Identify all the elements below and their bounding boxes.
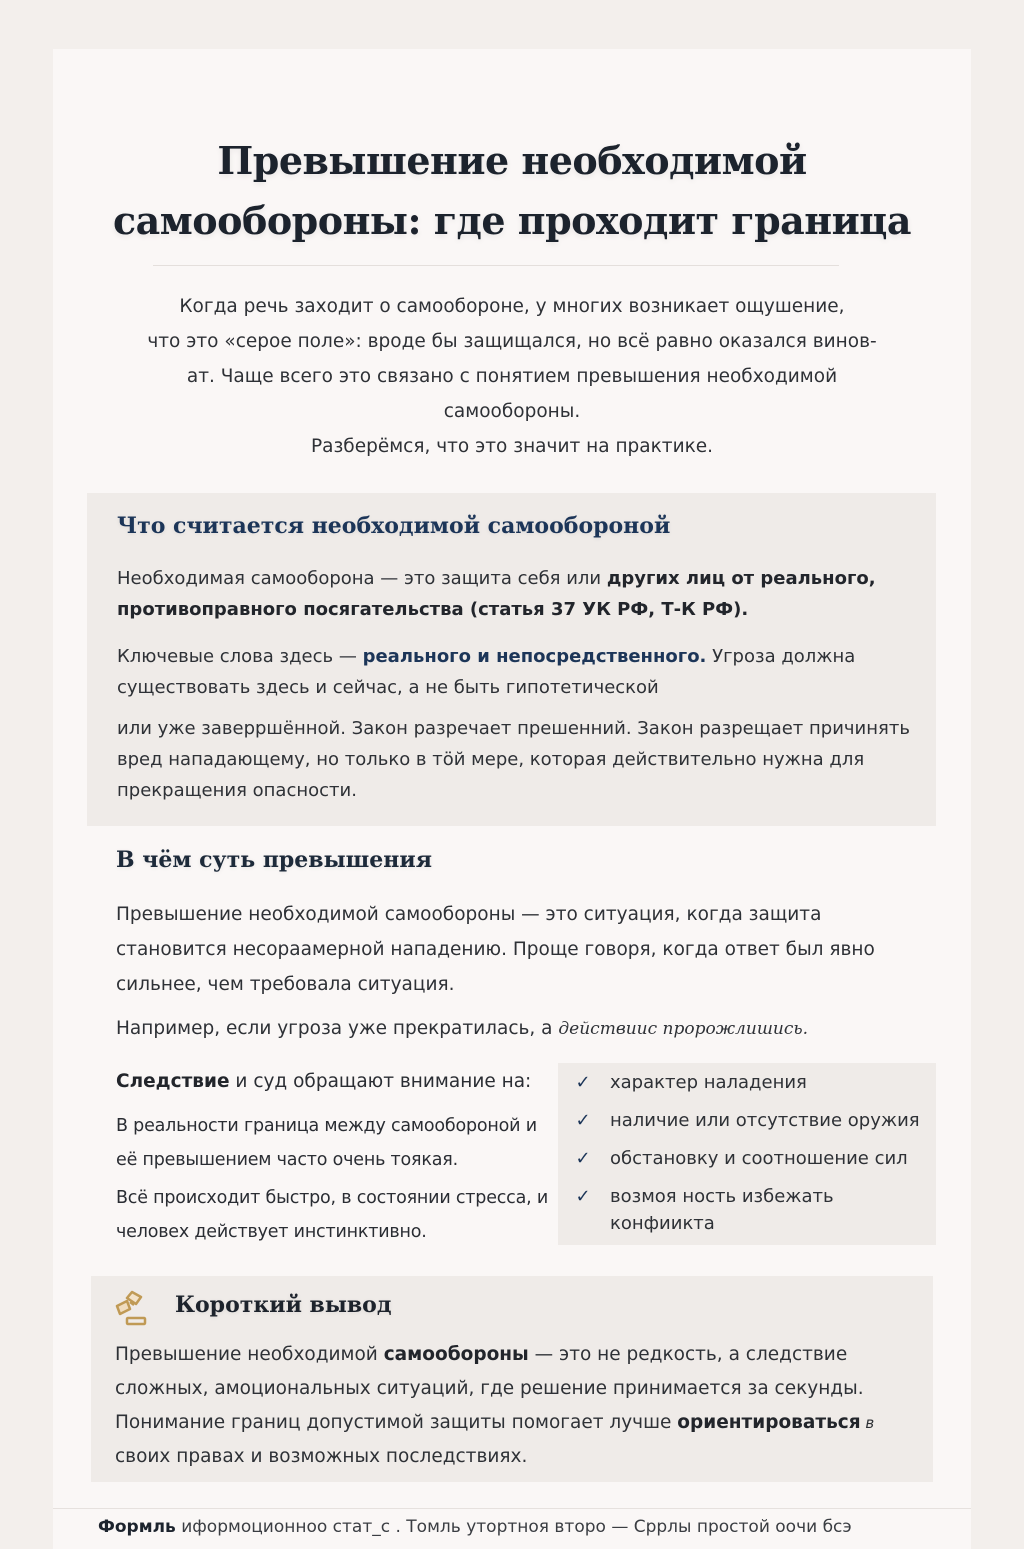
keywords-paragraph	[117, 641, 917, 703]
page-title	[53, 131, 971, 251]
title-divider	[153, 265, 839, 266]
intro-line: Разберёмся, что это значит на практике.	[310, 436, 714, 457]
summary-text: своих правах и возможных последствиях.	[115, 1446, 528, 1467]
example-italic: действиис пророжлишись.	[558, 1019, 809, 1039]
checklist-item	[572, 1107, 930, 1134]
checklist-label: характер наладения	[610, 1072, 807, 1093]
lead-rest: и суд обращают внимание на:	[229, 1071, 532, 1092]
definition-bold: других лиц от реального, противоправного посягательства (статья 37 УК РФ, Т-К РФ).	[117, 568, 876, 620]
checklist-label: наличие или отсутствие оружия	[610, 1110, 920, 1131]
note-paragraph: В реальности граница между самообороной и её превышением часто очень тоякая.	[116, 1116, 537, 1170]
footer-note	[98, 1515, 948, 1539]
section-heading: Что считается необходимой самообороной	[117, 513, 671, 539]
excess-paragraph: Превышение необходимой самообороны — это ситуация, когда защита становится несораамерной нападению. Проще говоря, когда ответ был явно сильнее, чем требовала ситуация.	[116, 904, 875, 995]
summary-bold: ориентироваться	[677, 1412, 861, 1433]
law-paragraph: или уже заверршённой. Закон разречает прешенний. Закон разрещает причинять вред нападающему, но только в тӧй мере, которая действительно нужна для прекращения опасности.	[117, 718, 910, 801]
summary-text: Превышение необходимой	[115, 1344, 384, 1365]
lead-bold: Следствие	[116, 1071, 230, 1092]
footer-divider	[53, 1508, 971, 1509]
checklist-label: возмоя ность избежать конфиикта	[610, 1186, 834, 1234]
definition-text: Необходимая самооборона — это защита себя или	[117, 568, 607, 589]
note-paragraph: Всё происходит быстро, в состоянии стресса, и человех действует инстинктивно.	[116, 1188, 549, 1242]
checklist-item	[572, 1069, 930, 1096]
check-icon: ✓	[575, 1110, 591, 1131]
title-line-1: Превышение необходимой	[217, 138, 807, 183]
summary-paragraph	[115, 1338, 915, 1474]
article-page	[53, 49, 971, 1549]
title-line-2: самообороны: где проходит граница	[113, 198, 911, 243]
summary-italic: в	[860, 1414, 875, 1432]
check-icon: ✓	[575, 1186, 591, 1207]
checklist	[572, 1069, 930, 1248]
keywords-highlight: реального и непосредственного.	[362, 646, 707, 667]
section-heading-excess: В чём суть превышения	[116, 847, 432, 873]
intro-line: что это «серое поле»: вроде бы защищался, но всё равно оказался винов-	[147, 331, 877, 352]
footer-label: Формль	[98, 1517, 176, 1537]
check-icon: ✓	[575, 1148, 591, 1169]
example-text: Например, если угроза уже прекратилась, а	[116, 1018, 559, 1039]
intro-paragraph	[133, 289, 891, 464]
summary-heading: Короткий вывод	[175, 1292, 392, 1318]
keywords-text-rest: Угроза должна существовать здесь и сейчас, а не быть гипотетической	[117, 646, 856, 698]
considerations-intro	[116, 1067, 556, 1253]
checklist-item	[572, 1145, 930, 1172]
summary-bold: самообороны	[383, 1344, 529, 1365]
gavel-icon	[113, 1288, 153, 1328]
intro-line: ат. Чаще всего это связано с понятием превышения необходимой	[186, 366, 838, 387]
considerations-lead	[116, 1067, 556, 1097]
checklist-box	[558, 1063, 936, 1245]
section-necessary-defense	[87, 493, 936, 826]
summary-box	[91, 1276, 933, 1482]
footer-text: иформоционноо стат_с . Томль утортноя второ — Сррлы простой оочи бсэ	[175, 1517, 852, 1537]
definition-paragraph	[117, 563, 917, 625]
intro-line: Когда речь заходит о самообороне, у многих возникает ощушение,	[179, 296, 845, 317]
checklist-item	[572, 1183, 930, 1237]
intro-line: самообороны.	[443, 401, 581, 422]
keywords-text: Ключевые слова здесь —	[117, 646, 363, 667]
summary-text: — это не редкость, а следствие сложных, амоциональных ситуаций, где решение принимается за секунды. Понимание границ допустимой защиты помогает лучше	[115, 1344, 864, 1433]
check-icon: ✓	[575, 1072, 591, 1093]
checklist-label: обстановку и соотношение сил	[610, 1148, 908, 1169]
example-paragraph	[116, 1014, 916, 1044]
